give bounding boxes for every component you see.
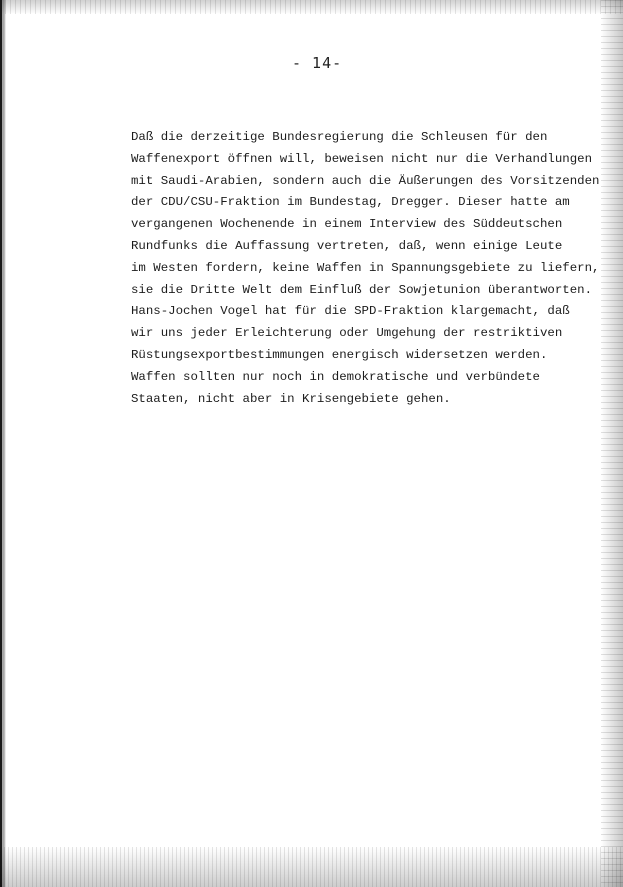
text-line: im Westen fordern, keine Waffen in Spannungsgebiete zu liefern, bbox=[131, 260, 600, 275]
text-line: Waffen sollten nur noch in demokratische und verbündete bbox=[131, 369, 540, 384]
scan-edge-left bbox=[0, 0, 6, 887]
text-line: Rundfunks die Auffassung vertreten, daß, wenn einige Leute bbox=[131, 238, 563, 253]
text-line: der CDU/CSU-Fraktion im Bundestag, Dregger. Dieser hatte am bbox=[131, 195, 570, 210]
scan-edge-bottom bbox=[0, 847, 623, 887]
text-line: Daß die derzeitige Bundesregierung die Schleusen für den bbox=[131, 130, 548, 144]
scan-edge-top bbox=[0, 0, 623, 14]
text-line: Waffenexport öffnen will, beweisen nicht nur die Verhandlungen bbox=[131, 151, 593, 166]
body-paragraph bbox=[131, 127, 601, 410]
text-line: Staaten, nicht aber in Krisengebiete gehen. bbox=[131, 391, 451, 406]
text-line: mit Saudi-Arabien, sondern auch die Äußerungen des Vorsitzenden bbox=[131, 173, 600, 188]
text-line: Hans-Jochen Vogel hat für die SPD-Fraktion klargemacht, daß bbox=[131, 304, 570, 319]
scan-edge-right bbox=[601, 0, 623, 887]
text-line: vergangenen Wochenende in einem Interview des Süddeutschen bbox=[131, 217, 563, 232]
page-number: - 14- bbox=[292, 54, 343, 72]
text-line: sie die Dritte Welt dem Einfluß der Sowjetunion überantworten. bbox=[131, 282, 593, 297]
text-line: wir uns jeder Erleichterung oder Umgehung der restriktiven bbox=[131, 326, 563, 341]
text-line: Rüstungsexportbestimmungen energisch widersetzen werden. bbox=[131, 347, 548, 362]
